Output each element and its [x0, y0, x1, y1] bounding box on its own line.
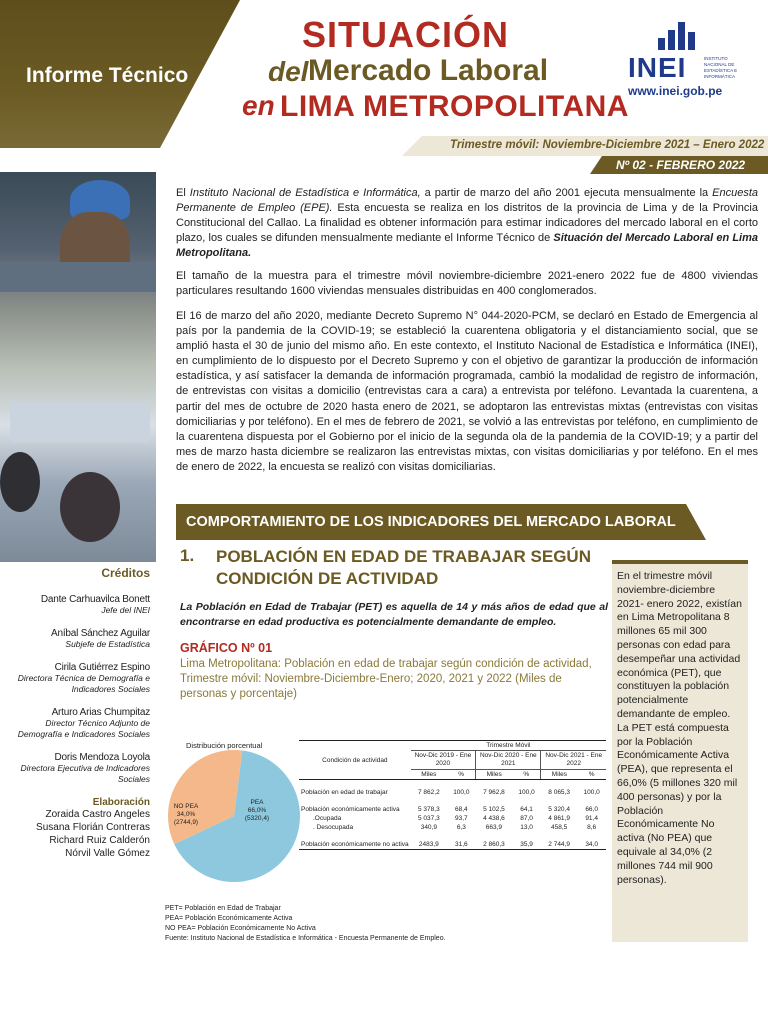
cell: 2 860,3 — [476, 840, 512, 850]
grafico-title: GRÁFICO Nº 01 — [180, 641, 273, 655]
text-run-italic: Encuesta Permanente de Empleo (EPE). — [176, 187, 758, 215]
period-3: Nov-Dic 2021 - Ene 2022 — [541, 751, 606, 770]
credit-name: Aníbal Sánchez Aguilar — [50, 628, 150, 639]
cell: 66,0 — [585, 805, 598, 813]
slice-label: NO PEA — [173, 803, 199, 810]
cell: 64,1 — [520, 805, 533, 813]
section-heading: POBLACIÓN EN EDAD DE TRABAJAR SEGÚN CONDICIÓN DE ACTIVIDAD — [216, 547, 591, 588]
table-header-row — [299, 741, 606, 751]
cell: 100,0 — [583, 788, 600, 796]
credits-title: Créditos — [101, 566, 150, 580]
row-label: Población en edad de trabajar — [301, 788, 388, 796]
cell: 87,0 — [520, 814, 533, 822]
summary-sidebox: En el trimestre móvil noviembre-diciembre 2021- enero 2022, existían en Lima Metropolitana 8 millones 65 mil 300 personas con edad para desempeñar una actividad económica (PET), que constituyen la población potencialmente demandante de empleo. La PET está compuesta por la Población Económicamente Activa (PEA), que representa el 66,0% (5 millones 320 mil 400 personas) y por la Población Económicamente No activa (No PEA) que equivale al 34,0% (2 millones 744 mil 900 personas). — [612, 560, 748, 942]
footnote: Fuente: Instituto Nacional de Estadística e Informática - Encuesta Permanente de Empleo. — [165, 935, 446, 942]
cell: 4 438,6 — [483, 814, 505, 822]
cell: 4 861,9 — [548, 814, 570, 822]
header-condicion: Condición de actividad — [299, 741, 411, 780]
cell: 2483,9 — [411, 840, 447, 850]
row-label: .Ocupada — [313, 814, 342, 822]
cell: 34,0 — [577, 840, 606, 850]
row-label: Población económicamente activa — [301, 805, 400, 813]
cell: 5 037,3 — [418, 814, 440, 822]
intro-paragraph-1 — [176, 186, 758, 261]
text-run: El — [176, 187, 190, 199]
person-shape-2 — [60, 472, 120, 542]
cell: 91,4 — [585, 814, 598, 822]
table-row — [299, 823, 606, 832]
title-situacion: SITUACIÓN — [302, 14, 509, 55]
pie-label-nopea — [170, 803, 202, 827]
elaboracion-title: Elaboración — [92, 797, 150, 808]
slice-value: (5320,4) — [244, 815, 270, 822]
cell: 5 102,5 — [483, 805, 505, 813]
intro-paragraph-3: El 16 de marzo del año 2020, mediante Decreto Supremo N° 044-2020-PCM, se declaró en Estado de Emergencia al país por la pandemia de la COVID-19; se estableció la cuarentena obligatoria y el distanciamiento social, que se amplió hasta el 30 de junio del mismo año. En este contexto, el Instituto Nacional de Estadística e Informática (INEI), en cumplimiento de lo dispuesto por el Decreto Supremo y con el objetivo de garantizar la producción de información estadística, y así satisfacer la demanda de información programada, cambió la modalidad de registro de información, de entrevistas con visitas a domicilio (entrevistas cara a cara) a entrevista por teléfono. Levantada la cuarentena, a partir del mes de octubre de 2020 hasta enero de 2021, se adoptaron las entrevistas mixtas (entrevistas con visitas domiciliarias y por teléfono). En el mes de febrero de 2021, se volvió a las entrevistas por teléfono, en cumplimiento de la cuarentena dispuesta por el Gobierno por el inicio de la segunda ola de la pandemia de la COVID-19; y a partir del mes de marzo hasta diciembre se realizaron las entrevistas mixtas, con visitas domiciliarias y por teléfono. En el mes de enero de 2022, la encuesta se realizó con visitas domiciliarias. — [176, 310, 758, 473]
pie-label-pea — [240, 799, 274, 823]
logo-bars-icon — [658, 20, 698, 50]
col-pct: % — [577, 770, 606, 780]
credit-name: Dante Carhuavilca Bonett — [40, 594, 150, 605]
table-row — [299, 788, 606, 797]
title-en: en — [242, 90, 275, 121]
cell: 35,9 — [512, 840, 541, 850]
credit-name: Arturo Arias Chumpitaz — [51, 707, 150, 718]
cell: 458,5 — [550, 823, 568, 831]
credit-role: Jefe del INEI — [101, 605, 150, 615]
cell: 5 320,4 — [548, 805, 570, 813]
slice-percent: 34,0% — [176, 811, 196, 818]
informe-label: Informe Técnico — [26, 64, 189, 87]
table-row — [299, 840, 606, 850]
logo-word: INEI — [628, 52, 687, 83]
col-miles: Miles — [476, 770, 512, 780]
credit-name: Cirila Gutiérrez Espino — [54, 662, 150, 673]
title-del: del — [268, 56, 309, 87]
elaboracion-name: Nórvil Valle Gómez — [65, 848, 150, 859]
credit-role: Directora Ejecutiva de Indicadores Sociales — [20, 763, 150, 784]
title-lima-metropolitana: LIMA METROPOLITANA — [280, 90, 629, 123]
slice-label: PEA — [250, 799, 264, 806]
cell: 6,3 — [456, 823, 466, 831]
credit-name: Doris Mendoza Loyola — [54, 752, 150, 763]
data-table — [299, 740, 606, 850]
period-2: Nov-Dic 2020 - Ene 2021 — [476, 751, 541, 770]
col-miles: Miles — [541, 770, 577, 780]
period-1: Nov-Dic 2019 - Ene 2020 — [411, 751, 476, 770]
cell: 7 862,2 — [418, 788, 440, 796]
text-run-italic: Instituto Nacional de Estadística e Informática, — [189, 187, 421, 199]
slice-percent: 66,0% — [247, 807, 267, 814]
credit-role: Director Técnico Adjunto de Demografía e Indicadores Sociales — [17, 718, 150, 739]
header-trimestre: Trimestre Móvil — [411, 741, 606, 751]
intro-paragraph-2: El tamaño de la muestra para el trimestre móvil noviembre-diciembre 2021-enero 2022 fue de 4800 viviendas particulares resultando 1600 viviendas mensuales distribuidas en 400 conglomerados. — [176, 270, 758, 298]
col-pct: % — [512, 770, 541, 780]
slice-value: (2744,9) — [173, 819, 199, 826]
cell: 8,6 — [587, 823, 597, 831]
logo-url: www.inei.gob.pe — [628, 84, 723, 98]
cell: 68,4 — [455, 805, 468, 813]
issue-number: Nº 02 - FEBRERO 2022 — [616, 158, 746, 172]
text-run: Esta encuesta se realiza en los distritos de la provincia de Lima y de la Provincia Constitucional del Callao. La finalidad es obtener información para estimar indicadores del mercado laboral en el corto plazo, los cuales se difunden mensualmente mediante el Informe Técnico de — [176, 202, 758, 245]
table-row — [299, 814, 606, 823]
credits-panel — [0, 566, 156, 860]
office-shape — [10, 402, 150, 442]
title-mercado-laboral: Mercado Laboral — [308, 54, 549, 87]
text-run-bold-italic: Situación del Mercado Laboral en Lima Metropolitana. — [176, 232, 758, 260]
inei-logo — [628, 20, 748, 106]
cell: 13,0 — [520, 823, 533, 831]
cell: 93,7 — [455, 814, 468, 822]
cell: 7 962,8 — [483, 788, 505, 796]
row-label: . Desocupada — [313, 823, 354, 831]
row-label: Población económicamente no activa — [301, 840, 409, 848]
pie-title: Distribución porcentual — [186, 741, 263, 750]
cell: 2 744,9 — [541, 840, 577, 850]
trimestre-text: Trimestre móvil: Noviembre-Diciembre 2021 – Enero 2022 — [450, 139, 765, 151]
elaboracion-name: Susana Florián Contreras — [36, 822, 150, 833]
grafico-subtitle: Lima Metropolitana: Población en edad de trabajar según condición de actividad, Trimestre móvil: Noviembre-Diciembre-Enero; 2020, 2021 y 2022 (Miles de personas y porcentaje) — [180, 658, 592, 700]
section-number: 1. — [180, 546, 195, 565]
elaboracion-name: Richard Ruiz Calderón — [49, 835, 150, 846]
section-band-title: COMPORTAMIENTO DE LOS INDICADORES DEL MERCADO LABORAL — [186, 514, 676, 530]
logo-subtext: INSTITUTO NACIONAL DE ESTADÍSTICA E INFORMÁTICA — [704, 56, 738, 79]
sidebar-photo-collage — [0, 172, 156, 562]
text-run: a partir de marzo del año 2001 ejecuta mensualmente la — [420, 187, 713, 199]
cell: 100,0 — [518, 788, 535, 796]
elaboracion-name: Zoraida Castro Angeles — [45, 809, 150, 820]
cell: 340,9 — [420, 823, 437, 831]
cell: 100,0 — [453, 788, 470, 796]
footnote: PET= Población en Edad de Trabajar — [165, 905, 281, 912]
footnotes — [165, 904, 446, 944]
pet-definition: La Población en Edad de Trabajar (PET) es aquella de 14 y más años de edad que al encontrarse en edad productiva es potencialmente demandante de empleo. — [180, 601, 608, 628]
footnote: PEA= Población Económicamente Activa — [165, 915, 293, 922]
table-row — [299, 805, 606, 814]
credit-role: Directora Técnica de Demografía e Indicadores Sociales — [17, 673, 150, 694]
machine-shape — [0, 262, 156, 292]
col-pct: % — [447, 770, 476, 780]
footnote: NO PEA= Población Económicamente No Activa — [165, 925, 316, 932]
person-shape — [0, 452, 40, 512]
col-miles: Miles — [411, 770, 447, 780]
credit-role: Subjefe de Estadística — [65, 639, 150, 649]
cell: 5 378,3 — [418, 805, 440, 813]
cell: 8 065,3 — [548, 788, 570, 796]
cell: 663,9 — [485, 823, 503, 831]
cell: 31,6 — [447, 840, 476, 850]
